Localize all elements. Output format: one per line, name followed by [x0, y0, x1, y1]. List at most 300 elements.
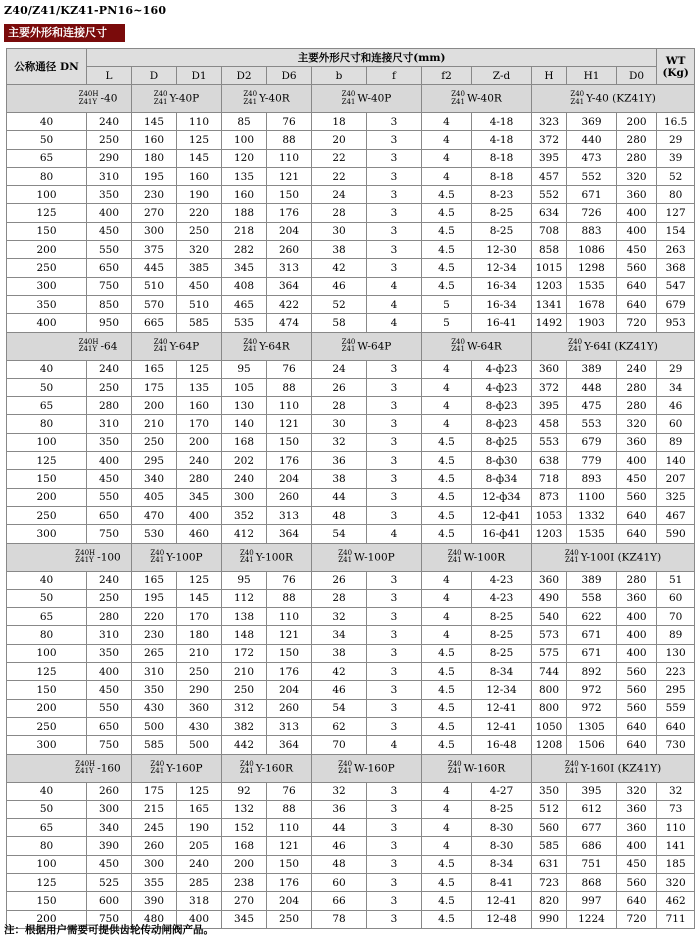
dn-cell: 50	[7, 131, 87, 149]
value-cell: 312	[222, 699, 267, 717]
model-prefix-bottom: Z41	[341, 345, 356, 354]
value-cell: 883	[567, 222, 617, 240]
value-cell: 360	[177, 699, 222, 717]
value-cell: 36	[312, 452, 367, 470]
value-cell: 168	[222, 433, 267, 451]
value-cell: 16-41	[472, 314, 532, 332]
model-label	[422, 543, 532, 571]
value-cell: 4.5	[422, 452, 472, 470]
value-cell: 148	[222, 626, 267, 644]
table-row	[7, 415, 695, 433]
dn-cell: 300	[7, 525, 87, 543]
value-cell: 677	[567, 819, 617, 837]
value-cell: 168	[222, 837, 267, 855]
value-cell: 8-ф34	[472, 470, 532, 488]
table-row	[7, 186, 695, 204]
value-cell: 165	[132, 571, 177, 589]
model-prefix	[79, 339, 99, 354]
group-header-row	[7, 754, 695, 782]
model-suffix: W-64R	[466, 340, 502, 353]
value-cell: 4.5	[422, 736, 472, 754]
value-cell: 8-25	[472, 626, 532, 644]
dn-cell: 200	[7, 699, 87, 717]
footnote: 注：根据用户需要可提供齿轮传动闸阀产品。	[4, 924, 214, 936]
value-cell: 750	[87, 736, 132, 754]
model-prefix-bottom: Z41	[153, 97, 168, 106]
value-cell: 510	[132, 277, 177, 295]
value-cell: 457	[532, 167, 567, 185]
value-cell: 24	[312, 186, 367, 204]
model-prefix-top: Z40	[338, 548, 353, 557]
value-cell: 560	[532, 819, 567, 837]
model-prefix-bottom: Z41Y	[75, 556, 94, 565]
value-cell: 1341	[532, 295, 567, 313]
model-prefix-bottom: Z41	[447, 767, 462, 775]
value-cell: 80	[657, 186, 695, 204]
model-prefix-bottom: Z41	[341, 97, 356, 106]
value-cell: 8-34	[472, 855, 532, 873]
value-cell: 190	[177, 819, 222, 837]
value-cell: 200	[222, 855, 267, 873]
dn-cell: 200	[7, 488, 87, 506]
model-prefix-bottom: Z41	[451, 345, 465, 354]
value-cell: 76	[267, 113, 312, 131]
column-header: f2	[422, 67, 472, 85]
value-cell: 3	[367, 452, 422, 470]
value-cell: 4.5	[422, 699, 472, 717]
value-cell: 450	[617, 855, 657, 873]
model-prefix-top: Z40	[570, 90, 585, 98]
value-cell: 28	[312, 397, 367, 415]
value-cell: 364	[267, 736, 312, 754]
model-suffix: Y-64I (KZ41Y)	[584, 340, 658, 353]
value-cell: 140	[222, 415, 267, 433]
value-cell: 3	[367, 204, 422, 222]
value-cell: 52	[312, 295, 367, 313]
value-cell: 112	[222, 589, 267, 607]
value-cell: 553	[567, 415, 617, 433]
value-cell: 550	[87, 241, 132, 259]
dn-cell: 50	[7, 378, 87, 396]
value-cell: 180	[132, 149, 177, 167]
value-cell: 953	[657, 314, 695, 332]
value-cell: 176	[267, 204, 312, 222]
column-header: D0	[617, 67, 657, 85]
value-cell: 3	[367, 717, 422, 735]
value-cell: 345	[222, 910, 267, 928]
model-prefix-bottom: Z41	[239, 767, 254, 775]
value-cell: 204	[267, 681, 312, 699]
value-cell: 3	[367, 506, 422, 524]
value-cell: 368	[657, 259, 695, 277]
value-cell: 280	[617, 131, 657, 149]
model-prefix-bottom: Z41	[243, 97, 258, 106]
column-header: L	[87, 67, 132, 85]
value-cell: 176	[267, 452, 312, 470]
value-cell: 1305	[567, 717, 617, 735]
model-label	[222, 332, 312, 360]
model-label	[7, 332, 132, 360]
value-cell: 125	[177, 360, 222, 378]
table-row	[7, 397, 695, 415]
value-cell: 16-ф41	[472, 525, 532, 543]
table-row	[7, 626, 695, 644]
model-prefix-top: Z40	[243, 337, 258, 346]
value-cell: 121	[267, 415, 312, 433]
value-cell: 310	[87, 167, 132, 185]
value-cell: 160	[222, 186, 267, 204]
model-prefix	[240, 550, 254, 565]
model-prefix	[243, 339, 257, 354]
column-header: b	[312, 67, 367, 85]
value-cell: 4.5	[422, 506, 472, 524]
value-cell: 779	[567, 452, 617, 470]
value-cell: 400	[617, 452, 657, 470]
value-cell: 3	[367, 360, 422, 378]
model-prefix	[243, 91, 257, 106]
value-cell: 390	[132, 892, 177, 910]
table-row	[7, 736, 695, 754]
value-cell: 125	[177, 782, 222, 800]
value-cell: 5	[422, 295, 472, 313]
value-cell: 389	[567, 360, 617, 378]
model-prefix	[75, 550, 95, 565]
value-cell: 30	[312, 415, 367, 433]
value-cell: 218	[222, 222, 267, 240]
dn-cell: 125	[7, 452, 87, 470]
value-cell: 585	[132, 736, 177, 754]
value-cell: 295	[132, 452, 177, 470]
weight-header	[657, 49, 695, 85]
value-cell: 4	[367, 295, 422, 313]
value-cell: 250	[177, 222, 222, 240]
value-cell: 490	[532, 589, 567, 607]
value-cell: 238	[222, 873, 267, 891]
value-cell: 4	[422, 782, 472, 800]
value-cell: 3	[367, 873, 422, 891]
value-cell: 12-41	[472, 699, 532, 717]
model-prefix-bottom: Z41	[451, 97, 465, 106]
value-cell: 465	[222, 295, 267, 313]
value-cell: 350	[87, 433, 132, 451]
model-prefix	[75, 761, 95, 776]
value-cell: 972	[567, 681, 617, 699]
value-cell: 250	[132, 433, 177, 451]
value-cell: 585	[177, 314, 222, 332]
value-cell: 892	[567, 663, 617, 681]
value-cell: 200	[617, 113, 657, 131]
value-cell: 1086	[567, 241, 617, 259]
value-cell: 990	[532, 910, 567, 928]
value-cell: 800	[532, 681, 567, 699]
value-cell: 560	[617, 663, 657, 681]
value-cell: 323	[532, 113, 567, 131]
value-cell: 3	[367, 589, 422, 607]
model-prefix-top: Z40	[341, 337, 356, 346]
value-cell: 130	[657, 644, 695, 662]
model-prefix-top: Z40	[451, 337, 465, 346]
value-cell: 240	[87, 571, 132, 589]
value-cell: 382	[222, 717, 267, 735]
value-cell: 4	[422, 113, 472, 131]
value-cell: 650	[87, 506, 132, 524]
table-row	[7, 782, 695, 800]
value-cell: 723	[532, 873, 567, 891]
model-label	[422, 754, 532, 782]
table-row	[7, 131, 695, 149]
value-cell: 372	[532, 131, 567, 149]
model-label	[532, 543, 695, 571]
value-cell: 200	[132, 397, 177, 415]
model-suffix: Y-40P	[169, 92, 200, 105]
value-cell: 634	[532, 204, 567, 222]
table-row	[7, 149, 695, 167]
table-row	[7, 644, 695, 662]
value-cell: 150	[267, 644, 312, 662]
value-cell: 4	[367, 314, 422, 332]
value-cell: 997	[567, 892, 617, 910]
value-cell: 430	[132, 699, 177, 717]
value-cell: 180	[177, 626, 222, 644]
value-cell: 547	[657, 277, 695, 295]
value-cell: 190	[177, 186, 222, 204]
document-title: Z40/Z41/KZ41-PN16~160	[4, 4, 167, 17]
value-cell: 400	[177, 910, 222, 928]
value-cell: 400	[177, 506, 222, 524]
value-cell: 4.5	[422, 186, 472, 204]
value-cell: 3	[367, 644, 422, 662]
value-cell: 679	[657, 295, 695, 313]
value-cell: 650	[87, 259, 132, 277]
value-cell: 575	[532, 644, 567, 662]
value-cell: 125	[177, 571, 222, 589]
value-cell: 4-ф23	[472, 378, 532, 396]
value-cell: 3	[367, 433, 422, 451]
value-cell: 3	[367, 663, 422, 681]
table-row	[7, 681, 695, 699]
value-cell: 310	[87, 626, 132, 644]
value-cell: 290	[87, 149, 132, 167]
model-prefix-top: Z40	[150, 759, 165, 768]
value-cell: 215	[132, 800, 177, 818]
value-cell: 475	[567, 397, 617, 415]
model-prefix-top: Z40H	[78, 337, 99, 346]
model-prefix	[79, 91, 99, 106]
model-prefix-bottom: Z41	[150, 767, 165, 775]
column-header: H1	[567, 67, 617, 85]
model-label	[312, 85, 422, 113]
table-row	[7, 663, 695, 681]
value-cell: 300	[87, 800, 132, 818]
value-cell: 4-ф23	[472, 360, 532, 378]
model-prefix-top: Z40H	[78, 90, 99, 98]
value-cell: 260	[267, 241, 312, 259]
table-row	[7, 717, 695, 735]
model-suffix: W-160R	[463, 762, 506, 774]
value-cell: 16-34	[472, 295, 532, 313]
dn-cell: 80	[7, 626, 87, 644]
value-cell: 24	[312, 360, 367, 378]
value-cell: 4	[367, 277, 422, 295]
value-cell: 585	[532, 837, 567, 855]
value-cell: 8-18	[472, 167, 532, 185]
value-cell: 3	[367, 626, 422, 644]
value-cell: 369	[567, 113, 617, 131]
column-header: Z-d	[472, 67, 532, 85]
value-cell: 820	[532, 892, 567, 910]
value-cell: 132	[222, 800, 267, 818]
value-cell: 150	[267, 186, 312, 204]
value-cell: 553	[532, 433, 567, 451]
value-cell: 88	[267, 800, 312, 818]
value-cell: 679	[567, 433, 617, 451]
value-cell: 3	[367, 699, 422, 717]
dn-cell: 250	[7, 259, 87, 277]
value-cell: 46	[312, 837, 367, 855]
value-cell: 4.5	[422, 910, 472, 928]
value-cell: 282	[222, 241, 267, 259]
model-label	[312, 332, 422, 360]
table-row	[7, 259, 695, 277]
value-cell: 400	[617, 644, 657, 662]
value-cell: 570	[132, 295, 177, 313]
value-cell: 52	[657, 167, 695, 185]
value-cell: 462	[657, 892, 695, 910]
value-cell: 500	[132, 717, 177, 735]
value-cell: 29	[657, 360, 695, 378]
model-prefix	[338, 761, 352, 776]
value-cell: 1015	[532, 259, 567, 277]
dn-cell: 125	[7, 873, 87, 891]
value-cell: 744	[532, 663, 567, 681]
dn-cell: 100	[7, 433, 87, 451]
value-cell: 560	[617, 699, 657, 717]
value-cell: 3	[367, 608, 422, 626]
model-label	[222, 85, 312, 113]
value-cell: 8-25	[472, 222, 532, 240]
dn-cell: 100	[7, 186, 87, 204]
value-cell: 62	[312, 717, 367, 735]
value-cell: 210	[222, 663, 267, 681]
value-cell: 95	[222, 571, 267, 589]
table-row	[7, 855, 695, 873]
value-cell: 726	[567, 204, 617, 222]
value-cell: 340	[87, 819, 132, 837]
value-cell: 4	[422, 589, 472, 607]
value-cell: 210	[132, 415, 177, 433]
value-cell: 32	[312, 608, 367, 626]
value-cell: 138	[222, 608, 267, 626]
dn-cell: 80	[7, 415, 87, 433]
value-cell: 78	[312, 910, 367, 928]
value-cell: 260	[87, 782, 132, 800]
value-cell: 4	[422, 360, 472, 378]
table-row	[7, 378, 695, 396]
value-cell: 3	[367, 470, 422, 488]
value-cell: 22	[312, 167, 367, 185]
dn-cell: 80	[7, 837, 87, 855]
value-cell: 360	[617, 819, 657, 837]
value-cell: 89	[657, 626, 695, 644]
value-cell: 4-18	[472, 131, 532, 149]
value-cell: 263	[657, 241, 695, 259]
value-cell: 1050	[532, 717, 567, 735]
value-cell: 140	[657, 452, 695, 470]
value-cell: 120	[222, 149, 267, 167]
table-row	[7, 589, 695, 607]
dn-cell: 100	[7, 644, 87, 662]
value-cell: 280	[617, 571, 657, 589]
value-cell: 4	[422, 626, 472, 644]
dn-cell: 350	[7, 295, 87, 313]
model-label	[132, 754, 222, 782]
value-cell: 265	[132, 644, 177, 662]
model-prefix	[338, 550, 352, 565]
dimension-table	[6, 48, 695, 929]
value-cell: 12-48	[472, 910, 532, 928]
table-row	[7, 222, 695, 240]
value-cell: 375	[132, 241, 177, 259]
value-cell: 4.5	[422, 525, 472, 543]
value-cell: 240	[617, 360, 657, 378]
value-cell: 160	[177, 167, 222, 185]
value-cell: 720	[617, 910, 657, 928]
value-cell: 4	[422, 819, 472, 837]
value-cell: 1535	[567, 277, 617, 295]
value-cell: 8-ф25	[472, 433, 532, 451]
value-cell: 8-30	[472, 819, 532, 837]
value-cell: 1492	[532, 314, 567, 332]
value-cell: 8-34	[472, 663, 532, 681]
value-cell: 640	[617, 736, 657, 754]
value-cell: 202	[222, 452, 267, 470]
model-suffix: -64	[100, 340, 118, 353]
value-cell: 200	[177, 433, 222, 451]
model-suffix: Y-160R	[255, 762, 294, 774]
value-cell: 260	[132, 837, 177, 855]
value-cell: 195	[132, 167, 177, 185]
value-cell: 560	[617, 873, 657, 891]
value-cell: 400	[87, 452, 132, 470]
value-cell: 26	[312, 571, 367, 589]
model-prefix-top: Z40H	[75, 548, 96, 557]
value-cell: 250	[177, 663, 222, 681]
value-cell: 4	[367, 736, 422, 754]
value-cell: 868	[567, 873, 617, 891]
value-cell: 4	[422, 837, 472, 855]
table-row	[7, 525, 695, 543]
table-row	[7, 241, 695, 259]
value-cell: 750	[87, 525, 132, 543]
dn-cell: 65	[7, 397, 87, 415]
value-cell: 313	[267, 717, 312, 735]
model-prefix-bottom: Z41Y	[78, 97, 97, 106]
value-cell: 76	[267, 782, 312, 800]
value-cell: 145	[132, 113, 177, 131]
model-prefix-top: Z40	[451, 90, 465, 98]
value-cell: 400	[617, 222, 657, 240]
value-cell: 250	[87, 589, 132, 607]
value-cell: 552	[532, 186, 567, 204]
value-cell: 54	[312, 525, 367, 543]
dn-cell: 400	[7, 314, 87, 332]
value-cell: 320	[177, 241, 222, 259]
value-cell: 800	[532, 699, 567, 717]
column-header: f	[367, 67, 422, 85]
model-prefix-bottom: Z41	[153, 345, 168, 354]
value-cell: 540	[532, 608, 567, 626]
value-cell: 950	[87, 314, 132, 332]
